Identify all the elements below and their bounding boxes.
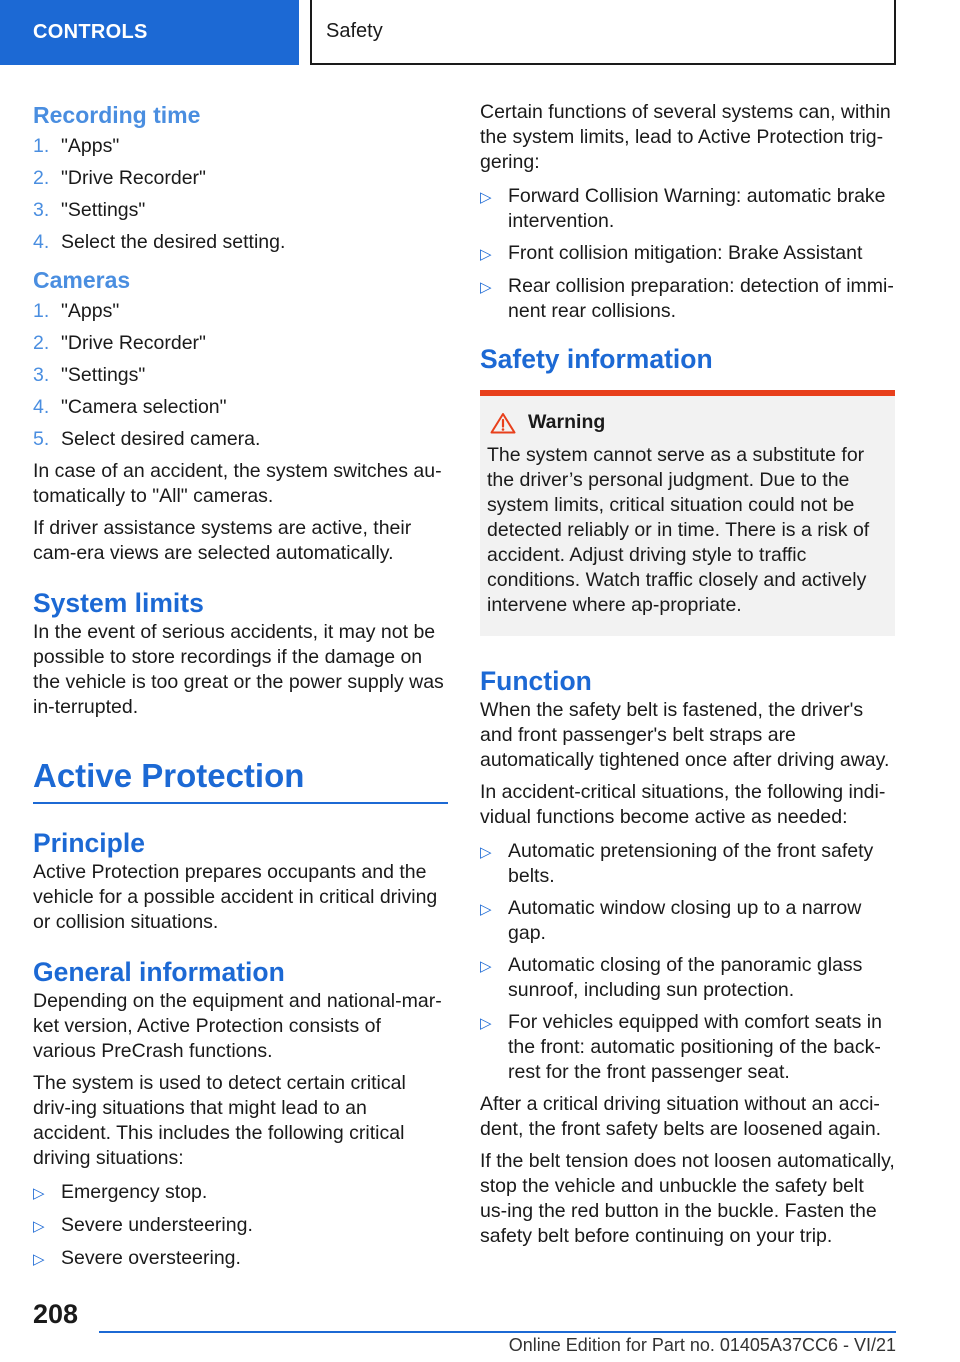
list-item	[33, 363, 448, 388]
list-item	[480, 184, 895, 234]
bullet-text: Automatic window closing up to a narrow gap.	[508, 897, 862, 944]
step-text: "Settings"	[61, 364, 146, 386]
step-number: 5.	[33, 428, 50, 450]
active-protection-heading: Active Protection	[33, 757, 305, 794]
list-item	[33, 395, 448, 420]
function-paragraph-3: After a critical driving situation without an acci-dent, the front safety belts are loosened again.	[480, 1093, 882, 1140]
triangle-bullet-icon: ▷	[480, 1015, 492, 1032]
triangle-bullet-icon: ▷	[33, 1218, 45, 1235]
warning-header	[487, 410, 889, 435]
cameras-steps	[33, 299, 448, 452]
general-paragraph-1: Depending on the equipment and national-mar-ket version, Active Protection consists of various PreCrash functions.	[33, 990, 442, 1062]
step-number: 2.	[33, 332, 50, 354]
cameras-paragraph-1: In case of an accident, the system switches au-tomatically to "All" cameras.	[33, 460, 442, 507]
triangle-bullet-icon: ▷	[33, 1185, 45, 1202]
section-tab	[0, 0, 299, 65]
function-paragraph-2: In accident-critical situations, the following indi-vidual functions become active as needed:	[480, 781, 886, 828]
step-number: 4.	[33, 396, 50, 418]
individual-functions-list	[480, 839, 895, 1085]
bullet-text: Severe oversteering.	[61, 1247, 241, 1269]
step-text: "Apps"	[61, 135, 120, 157]
step-number: 2.	[33, 167, 50, 189]
triangle-bullet-icon: ▷	[480, 844, 492, 861]
list-item	[480, 953, 895, 1003]
warning-box	[480, 396, 895, 636]
list-item	[33, 198, 448, 223]
step-text: "Camera selection"	[61, 396, 227, 418]
left-column	[33, 100, 448, 1279]
step-text: "Drive Recorder"	[61, 332, 206, 354]
step-text: "Apps"	[61, 300, 120, 322]
triangle-bullet-icon: ▷	[480, 246, 492, 263]
triangle-bullet-icon: ▷	[480, 901, 492, 918]
bullet-text: Front collision mitigation: Brake Assistant	[508, 242, 863, 264]
step-number: 4.	[33, 231, 50, 253]
heading-rule	[33, 802, 448, 804]
step-number: 1.	[33, 135, 50, 157]
bullet-text: Severe understeering.	[61, 1214, 253, 1236]
list-item	[33, 299, 448, 324]
list-item	[33, 427, 448, 452]
step-text: "Settings"	[61, 199, 146, 221]
intro-paragraph: Certain functions of several systems can, within the system limits, lead to Active Protection trig-gering:	[480, 101, 891, 173]
general-paragraph-2: The system is used to detect certain critical driv-ing situations that might lead to an accident. This includes the following critical driving situations:	[33, 1072, 406, 1169]
list-item	[33, 166, 448, 191]
list-item	[480, 839, 895, 889]
right-column	[480, 100, 895, 1256]
list-item	[33, 1213, 448, 1239]
triangle-bullet-icon: ▷	[33, 1251, 45, 1268]
trigger-functions-list	[480, 184, 895, 324]
bullet-text: Automatic pretensioning of the front safety belts.	[508, 840, 874, 887]
function-paragraph-4: If the belt tension does not loosen automatically, stop the vehicle and unbuckle the safety belt us-ing the red button in the buckle. Fasten the safety belt before continuing on your trip.	[480, 1150, 895, 1247]
warning-triangle-icon	[490, 412, 516, 434]
list-item	[33, 1180, 448, 1206]
recording-time-heading: Recording time	[33, 102, 201, 128]
step-text: "Drive Recorder"	[61, 167, 206, 189]
bullet-text: Automatic closing of the panoramic glass sunroof, including sun protection.	[508, 954, 863, 1001]
list-item	[33, 134, 448, 159]
system-limits-paragraph: In the event of serious accidents, it may not be possible to store recordings if the damage on the vehicle is too great or the power supply was in-terrupted.	[33, 621, 444, 718]
principle-heading: Principle	[33, 828, 145, 858]
step-number: 3.	[33, 364, 50, 386]
list-item	[480, 1010, 895, 1085]
recording-time-steps	[33, 134, 448, 255]
page-number: 208	[33, 1299, 79, 1329]
principle-paragraph: Active Protection prepares occupants and the vehicle for a possible accident in critical driving or collision situations.	[33, 861, 438, 933]
step-number: 1.	[33, 300, 50, 322]
bullet-text: Rear collision preparation: detection of immi-nent rear collisions.	[508, 275, 894, 322]
list-item	[480, 896, 895, 946]
triangle-bullet-icon: ▷	[480, 189, 492, 206]
general-information-heading: General information	[33, 957, 285, 987]
list-item	[480, 241, 895, 267]
step-text: Select desired camera.	[61, 428, 261, 450]
triangle-bullet-icon: ▷	[480, 279, 492, 296]
system-limits-heading: System limits	[33, 588, 204, 618]
warning-label: Warning	[528, 411, 606, 433]
chapter-label: Safety	[326, 20, 383, 42]
list-item	[33, 1246, 448, 1272]
critical-situations-list	[33, 1180, 448, 1272]
function-heading: Function	[480, 666, 592, 696]
cameras-heading: Cameras	[33, 267, 131, 293]
safety-information-heading: Safety information	[480, 344, 713, 374]
section-label: CONTROLS	[33, 21, 148, 43]
edition-text: Online Edition for Part no. 01405A37CC6 - VI/21	[508, 1335, 896, 1355]
list-item	[33, 331, 448, 356]
step-number: 3.	[33, 199, 50, 221]
function-paragraph-1: When the safety belt is fastened, the driver's and front passenger's belt straps are automatically tightened once after driving away.	[480, 699, 890, 771]
list-item	[480, 274, 895, 324]
chapter-header	[310, 0, 896, 65]
bullet-text: Emergency stop.	[61, 1181, 208, 1203]
bullet-text: For vehicles equipped with comfort seats in the front: automatic positioning of the back-rest for the front passenger seat.	[508, 1011, 882, 1083]
cameras-paragraph-2: If driver assistance systems are active, their cam-era views are selected automatically.	[33, 517, 412, 564]
step-text: Select the desired setting.	[61, 231, 286, 253]
bullet-text: Forward Collision Warning: automatic brake intervention.	[508, 185, 886, 232]
list-item	[33, 230, 448, 255]
warning-text: The system cannot serve as a substitute for the driver’s personal judgment. Due to the system limits, critical situation could not be detected reliably or in time. There is a risk of accident. Adjust driving style to traffic conditions. Watch traffic closely and actively intervene where ap-propriate.	[487, 444, 870, 616]
triangle-bullet-icon: ▷	[480, 958, 492, 975]
